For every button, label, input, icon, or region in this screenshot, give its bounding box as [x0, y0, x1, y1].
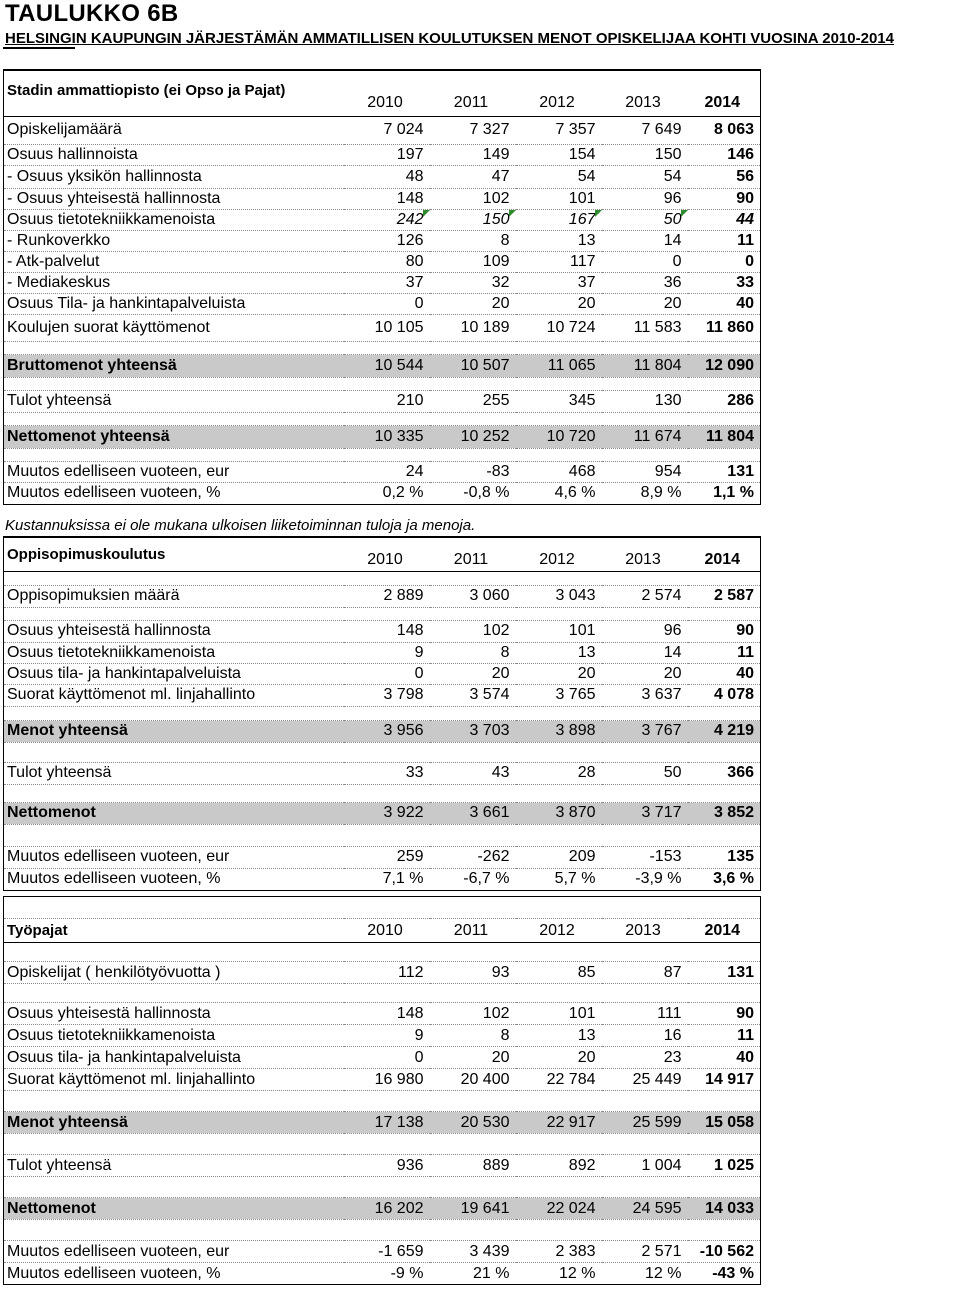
year-header-2012: 2012: [516, 537, 602, 571]
year-header-2013: 2013: [602, 537, 688, 571]
footnote: Kustannuksissa ei ole mukana ulkoisen liiketoiminnan tuloja ja menoja.: [5, 517, 476, 534]
value-cell-2014: 1 025: [688, 1155, 761, 1177]
value-cell-2014: 366: [688, 762, 761, 784]
spacer-row: [4, 1134, 761, 1155]
value-cell-2012: 3 765: [516, 684, 602, 706]
value-cell-2011: 8: [430, 230, 516, 251]
stadin-ammattiopisto-table: [3, 69, 761, 505]
value-cell-2014: 11: [688, 642, 761, 663]
table-row: [4, 461, 761, 482]
value-cell-2010: 80: [344, 251, 430, 272]
spacer-row: [4, 784, 761, 802]
value-cell-2013: 150: [602, 144, 688, 165]
value-cell-2013: 25 449: [602, 1069, 688, 1091]
value-cell-2010: 7,1 %: [344, 868, 430, 890]
value-cell-2010: 0,2 %: [344, 482, 430, 504]
table-row: [4, 1047, 761, 1069]
value-cell-2010: 259: [344, 846, 430, 868]
value-cell-2011: 3 703: [430, 720, 516, 742]
value-cell-2012: 20: [516, 663, 602, 684]
row-label: Nettomenot: [4, 802, 344, 824]
tyopajat-table: [3, 896, 761, 1285]
value-cell-2014: 131: [688, 461, 761, 482]
value-cell-2011: 20 400: [430, 1069, 516, 1091]
year-header-2014: 2014: [688, 919, 761, 943]
total-row: [4, 1112, 761, 1134]
table-row: [4, 1025, 761, 1047]
value-cell-2010: 3 956: [344, 720, 430, 742]
value-cell-2014: 15 058: [688, 1112, 761, 1134]
value-cell-2012: 3 870: [516, 802, 602, 824]
value-cell-2011: 3 574: [430, 684, 516, 706]
table-row: [4, 293, 761, 314]
value-cell-2013: 130: [602, 390, 688, 412]
value-cell-2013: 3 637: [602, 684, 688, 706]
value-cell-2011: 93: [430, 962, 516, 984]
value-cell-2013: 8,9 %: [602, 482, 688, 504]
year-header-2010: 2010: [344, 70, 430, 116]
value-cell-2010: 936: [344, 1155, 430, 1177]
year-header-2011: 2011: [430, 70, 516, 116]
year-header-2014: 2014: [688, 537, 761, 571]
spacer-row: [4, 377, 761, 390]
table-row: [4, 642, 761, 663]
table-header-row: [4, 537, 761, 571]
value-cell-2010: 2 889: [344, 585, 430, 607]
row-label: Tulot yhteensä: [4, 390, 344, 412]
cell-comment-marker-icon: [595, 210, 602, 217]
value-cell-2011: 20: [430, 663, 516, 684]
table-row: [4, 188, 761, 209]
cell-comment-marker-icon: [423, 210, 430, 217]
row-label: Osuus tila- ja hankintapalveluista: [4, 663, 344, 684]
total-row: [4, 802, 761, 824]
value-cell-2014: -10 562: [688, 1241, 761, 1263]
value-cell-2011: 10 507: [430, 354, 516, 377]
table-row: [4, 230, 761, 251]
row-label: Koulujen suorat käyttömenot: [4, 314, 344, 341]
value-cell-2013: -153: [602, 846, 688, 868]
value-cell-2014: 11: [688, 1025, 761, 1047]
table-row: [4, 116, 761, 144]
value-cell-2013: 50: [602, 209, 688, 230]
value-cell-2010: -9 %: [344, 1263, 430, 1285]
title-underline: [3, 47, 75, 49]
value-cell-2010: 33: [344, 762, 430, 784]
total-row: [4, 354, 761, 377]
value-cell-2014: 40: [688, 663, 761, 684]
value-cell-2013: 14: [602, 642, 688, 663]
spacer-row: [4, 897, 761, 919]
spacer-row: [4, 984, 761, 1003]
row-label: Osuus tietotekniikkamenoista: [4, 209, 344, 230]
row-label: Opiskelijamäärä: [4, 116, 344, 144]
value-cell-2012: 12 %: [516, 1263, 602, 1285]
value-cell-2011: 7 327: [430, 116, 516, 144]
value-cell-2014: 286: [688, 390, 761, 412]
value-cell-2010: -1 659: [344, 1241, 430, 1263]
value-cell-2012: 117: [516, 251, 602, 272]
spacer-row: [4, 607, 761, 620]
total-row: [4, 1198, 761, 1220]
table-row: [4, 144, 761, 165]
cell-comment-marker-icon: [681, 210, 688, 217]
table-row: [4, 1003, 761, 1025]
value-cell-2012: 22 024: [516, 1198, 602, 1220]
value-cell-2010: 0: [344, 293, 430, 314]
value-cell-2010: 3 922: [344, 802, 430, 824]
value-cell-2012: 10 720: [516, 425, 602, 448]
value-cell-2012: 20: [516, 293, 602, 314]
value-cell-2014: 40: [688, 1047, 761, 1069]
value-cell-2011: -0,8 %: [430, 482, 516, 504]
value-cell-2014: 11: [688, 230, 761, 251]
value-cell-2013: 3 767: [602, 720, 688, 742]
value-cell-2010: 10 544: [344, 354, 430, 377]
table-row: [4, 1241, 761, 1263]
value-cell-2012: 345: [516, 390, 602, 412]
row-label: Bruttomenot yhteensä: [4, 354, 344, 377]
value-cell-2011: 3 060: [430, 585, 516, 607]
table-row: [4, 272, 761, 293]
table-row: [4, 1069, 761, 1091]
table-row: [4, 390, 761, 412]
value-cell-2012: 209: [516, 846, 602, 868]
value-cell-2010: 126: [344, 230, 430, 251]
value-cell-2013: 12 %: [602, 1263, 688, 1285]
row-label: Osuus yhteisestä hallinnosta: [4, 1003, 344, 1025]
row-label: Osuus tietotekniikkamenoista: [4, 642, 344, 663]
value-cell-2014: 12 090: [688, 354, 761, 377]
value-cell-2010: 24: [344, 461, 430, 482]
value-cell-2014: 4 078: [688, 684, 761, 706]
value-cell-2014: 40: [688, 293, 761, 314]
row-label: - Runkoverkko: [4, 230, 344, 251]
value-cell-2011: 255: [430, 390, 516, 412]
value-cell-2013: 96: [602, 620, 688, 642]
value-cell-2013: 1 004: [602, 1155, 688, 1177]
value-cell-2014: 0: [688, 251, 761, 272]
spacer-row: [4, 571, 761, 585]
value-cell-2010: 112: [344, 962, 430, 984]
value-cell-2014: 14 917: [688, 1069, 761, 1091]
row-label: Menot yhteensä: [4, 720, 344, 742]
row-label: Muutos edelliseen vuoteen, eur: [4, 461, 344, 482]
spacer-row: [4, 706, 761, 720]
row-label: Oppisopimuksien määrä: [4, 585, 344, 607]
year-header-2012: 2012: [516, 919, 602, 943]
value-cell-2013: 0: [602, 251, 688, 272]
table-row: [4, 684, 761, 706]
value-cell-2012: 7 357: [516, 116, 602, 144]
value-cell-2010: 242: [344, 209, 430, 230]
value-cell-2013: 11 583: [602, 314, 688, 341]
value-cell-2014: 135: [688, 846, 761, 868]
row-label: Osuus tietotekniikkamenoista: [4, 1025, 344, 1047]
value-cell-2011: -83: [430, 461, 516, 482]
value-cell-2014: 8 063: [688, 116, 761, 144]
value-cell-2012: 22 784: [516, 1069, 602, 1091]
value-cell-2011: 32: [430, 272, 516, 293]
value-cell-2012: 101: [516, 188, 602, 209]
value-cell-2012: 468: [516, 461, 602, 482]
value-cell-2014: 146: [688, 144, 761, 165]
spacer-row: [4, 412, 761, 425]
total-row: [4, 425, 761, 448]
value-cell-2010: 16 202: [344, 1198, 430, 1220]
value-cell-2013: 2 574: [602, 585, 688, 607]
table-row: [4, 846, 761, 868]
value-cell-2012: 101: [516, 1003, 602, 1025]
section-heading: Oppisopimuskoulutus: [4, 537, 344, 571]
value-cell-2011: 109: [430, 251, 516, 272]
value-cell-2013: 3 717: [602, 802, 688, 824]
row-label: Muutos edelliseen vuoteen, %: [4, 1263, 344, 1285]
value-cell-2014: 33: [688, 272, 761, 293]
value-cell-2014: 11 860: [688, 314, 761, 341]
year-header-2011: 2011: [430, 537, 516, 571]
spacer-row: [4, 341, 761, 354]
row-label: Suorat käyttömenot ml. linjahallinto: [4, 1069, 344, 1091]
value-cell-2013: 36: [602, 272, 688, 293]
oppisopimuskoulutus-table: [3, 536, 761, 891]
value-cell-2012: 101: [516, 620, 602, 642]
value-cell-2014: 44: [688, 209, 761, 230]
year-header-2010: 2010: [344, 919, 430, 943]
spacer-row: [4, 1177, 761, 1198]
value-cell-2013: 7 649: [602, 116, 688, 144]
table-row: [4, 585, 761, 607]
value-cell-2011: 20: [430, 293, 516, 314]
value-cell-2011: 150: [430, 209, 516, 230]
value-cell-2014: 90: [688, 1003, 761, 1025]
table-header-row: [4, 919, 761, 943]
value-cell-2011: -6,7 %: [430, 868, 516, 890]
value-cell-2010: 148: [344, 1003, 430, 1025]
value-cell-2012: 20: [516, 1047, 602, 1069]
value-cell-2013: 2 571: [602, 1241, 688, 1263]
value-cell-2012: 37: [516, 272, 602, 293]
year-header-2012: 2012: [516, 70, 602, 116]
value-cell-2013: 11 674: [602, 425, 688, 448]
row-label: Muutos edelliseen vuoteen, %: [4, 868, 344, 890]
row-label: Tulot yhteensä: [4, 1155, 344, 1177]
value-cell-2010: 9: [344, 1025, 430, 1047]
row-label: Nettomenot: [4, 1198, 344, 1220]
value-cell-2011: 20 530: [430, 1112, 516, 1134]
value-cell-2010: 16 980: [344, 1069, 430, 1091]
value-cell-2014: -43 %: [688, 1263, 761, 1285]
cell-comment-marker-icon: [509, 210, 516, 217]
row-label: Opiskelijat ( henkilötyövuotta ): [4, 962, 344, 984]
total-row: [4, 720, 761, 742]
section-heading: Työpajat: [4, 919, 344, 943]
value-cell-2010: 0: [344, 1047, 430, 1069]
value-cell-2010: 3 798: [344, 684, 430, 706]
table-row: [4, 868, 761, 890]
table-row: [4, 251, 761, 272]
value-cell-2010: 9: [344, 642, 430, 663]
value-cell-2014: 2 587: [688, 585, 761, 607]
value-cell-2013: 54: [602, 165, 688, 188]
table-row: [4, 620, 761, 642]
table-row: [4, 482, 761, 504]
row-label: Muutos edelliseen vuoteen, eur: [4, 846, 344, 868]
value-cell-2013: -3,9 %: [602, 868, 688, 890]
section-heading: Stadin ammattiopisto (ei Opso ja Pajat): [4, 70, 344, 116]
spacer-row: [4, 742, 761, 762]
value-cell-2012: 3 043: [516, 585, 602, 607]
value-cell-2011: 149: [430, 144, 516, 165]
value-cell-2012: 4,6 %: [516, 482, 602, 504]
value-cell-2012: 13: [516, 1025, 602, 1047]
value-cell-2011: 3 439: [430, 1241, 516, 1263]
value-cell-2012: 3 898: [516, 720, 602, 742]
value-cell-2014: 3,6 %: [688, 868, 761, 890]
value-cell-2011: 8: [430, 1025, 516, 1047]
spacer-row: [4, 1091, 761, 1112]
page-title: TAULUKKO 6B: [5, 0, 179, 27]
table-row: [4, 1263, 761, 1285]
value-cell-2010: 7 024: [344, 116, 430, 144]
year-header-2013: 2013: [602, 70, 688, 116]
value-cell-2014: 1,1 %: [688, 482, 761, 504]
value-cell-2010: 37: [344, 272, 430, 293]
value-cell-2013: 20: [602, 293, 688, 314]
value-cell-2010: 210: [344, 390, 430, 412]
row-label: Osuus Tila- ja hankintapalveluista: [4, 293, 344, 314]
value-cell-2010: 148: [344, 188, 430, 209]
year-header-2014: 2014: [688, 70, 761, 116]
value-cell-2011: 10 189: [430, 314, 516, 341]
value-cell-2012: 13: [516, 642, 602, 663]
value-cell-2014: 14 033: [688, 1198, 761, 1220]
row-label: Muutos edelliseen vuoteen, %: [4, 482, 344, 504]
row-label: Muutos edelliseen vuoteen, eur: [4, 1241, 344, 1263]
value-cell-2011: -262: [430, 846, 516, 868]
value-cell-2010: 10 335: [344, 425, 430, 448]
value-cell-2012: 13: [516, 230, 602, 251]
value-cell-2011: 47: [430, 165, 516, 188]
value-cell-2012: 54: [516, 165, 602, 188]
value-cell-2010: 197: [344, 144, 430, 165]
value-cell-2014: 131: [688, 962, 761, 984]
value-cell-2012: 22 917: [516, 1112, 602, 1134]
table-header-row: [4, 70, 761, 116]
table-row: [4, 165, 761, 188]
value-cell-2013: 24 595: [602, 1198, 688, 1220]
value-cell-2014: 11 804: [688, 425, 761, 448]
row-label: - Osuus yksikön hallinnosta: [4, 165, 344, 188]
value-cell-2011: 10 252: [430, 425, 516, 448]
value-cell-2012: 11 065: [516, 354, 602, 377]
value-cell-2013: 87: [602, 962, 688, 984]
value-cell-2010: 17 138: [344, 1112, 430, 1134]
value-cell-2010: 148: [344, 620, 430, 642]
value-cell-2013: 111: [602, 1003, 688, 1025]
value-cell-2013: 14: [602, 230, 688, 251]
row-label: - Mediakeskus: [4, 272, 344, 293]
value-cell-2010: 10 105: [344, 314, 430, 341]
spacer-row: [4, 1220, 761, 1241]
value-cell-2011: 21 %: [430, 1263, 516, 1285]
spacer-row: [4, 448, 761, 461]
value-cell-2012: 28: [516, 762, 602, 784]
year-header-2011: 2011: [430, 919, 516, 943]
table-row: [4, 314, 761, 341]
value-cell-2011: 3 661: [430, 802, 516, 824]
spacer-row: [4, 943, 761, 962]
value-cell-2011: 102: [430, 1003, 516, 1025]
row-label: Suorat käyttömenot ml. linjahallinto: [4, 684, 344, 706]
value-cell-2012: 2 383: [516, 1241, 602, 1263]
value-cell-2012: 167: [516, 209, 602, 230]
value-cell-2012: 5,7 %: [516, 868, 602, 890]
value-cell-2013: 954: [602, 461, 688, 482]
row-label: Menot yhteensä: [4, 1112, 344, 1134]
row-label: Tulot yhteensä: [4, 762, 344, 784]
value-cell-2011: 889: [430, 1155, 516, 1177]
table-row: [4, 663, 761, 684]
row-label: - Atk-palvelut: [4, 251, 344, 272]
value-cell-2013: 23: [602, 1047, 688, 1069]
value-cell-2013: 16: [602, 1025, 688, 1047]
table-row: [4, 209, 761, 230]
value-cell-2012: 154: [516, 144, 602, 165]
value-cell-2013: 50: [602, 762, 688, 784]
value-cell-2011: 102: [430, 620, 516, 642]
value-cell-2010: 48: [344, 165, 430, 188]
year-header-2013: 2013: [602, 919, 688, 943]
value-cell-2011: 43: [430, 762, 516, 784]
value-cell-2014: 4 219: [688, 720, 761, 742]
row-label: Osuus tila- ja hankintapalveluista: [4, 1047, 344, 1069]
value-cell-2014: 3 852: [688, 802, 761, 824]
value-cell-2012: 85: [516, 962, 602, 984]
value-cell-2011: 8: [430, 642, 516, 663]
year-header-2010: 2010: [344, 537, 430, 571]
table-row: [4, 762, 761, 784]
row-label: - Osuus yhteisestä hallinnosta: [4, 188, 344, 209]
value-cell-2014: 56: [688, 165, 761, 188]
value-cell-2011: 20: [430, 1047, 516, 1069]
row-label: Osuus hallinnoista: [4, 144, 344, 165]
value-cell-2014: 90: [688, 188, 761, 209]
spacer-row: [4, 824, 761, 846]
table-row: [4, 962, 761, 984]
row-label: Nettomenot yhteensä: [4, 425, 344, 448]
value-cell-2013: 11 804: [602, 354, 688, 377]
value-cell-2012: 892: [516, 1155, 602, 1177]
table-row: [4, 1155, 761, 1177]
value-cell-2013: 20: [602, 663, 688, 684]
value-cell-2014: 90: [688, 620, 761, 642]
value-cell-2011: 102: [430, 188, 516, 209]
page-subtitle: HELSINGIN KAUPUNGIN JÄRJESTÄMÄN AMMATILLISEN KOULUTUKSEN MENOT OPISKELIJAA KOHTI VUOSINA 2010-2014: [5, 30, 894, 47]
value-cell-2013: 96: [602, 188, 688, 209]
row-label: Osuus yhteisestä hallinnosta: [4, 620, 344, 642]
value-cell-2010: 0: [344, 663, 430, 684]
value-cell-2012: 10 724: [516, 314, 602, 341]
value-cell-2013: 25 599: [602, 1112, 688, 1134]
value-cell-2011: 19 641: [430, 1198, 516, 1220]
